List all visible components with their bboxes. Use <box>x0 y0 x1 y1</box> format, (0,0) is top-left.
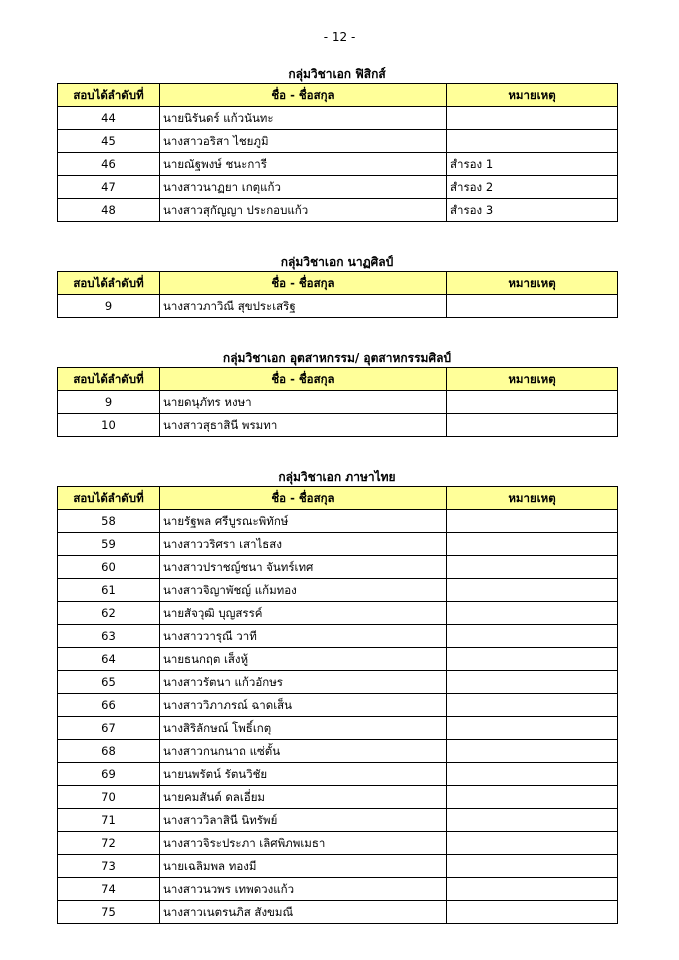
name-cell: นายคมสันต์ ดลเอี่ยม <box>160 786 447 809</box>
rank-cell: 9 <box>58 391 160 414</box>
name-cell: นางสาวเนตรนภิส สังขมณี <box>160 901 447 924</box>
name-cell: นางสาวรัตนา แก้วอักษร <box>160 671 447 694</box>
table-row <box>58 533 618 556</box>
note-column-header: หมายเหตุ <box>447 272 618 295</box>
name-cell: นางสิริลักษณ์ โพธิ์เกตุ <box>160 717 447 740</box>
rank-cell: 68 <box>58 740 160 763</box>
table-row <box>58 763 618 786</box>
note-cell: สำรอง 2 <box>447 176 618 199</box>
name-cell: นางสาวปราชญ์ชนา จันทร์เทศ <box>160 556 447 579</box>
rank-cell: 9 <box>58 295 160 318</box>
name-cell: นางสาวสุธาสินี พรมทา <box>160 414 447 437</box>
rank-cell: 75 <box>58 901 160 924</box>
table-row <box>58 295 618 318</box>
rank-cell: 63 <box>58 625 160 648</box>
note-column-header: หมายเหตุ <box>447 487 618 510</box>
name-cell: นางสาวอริสา ไชยภูมิ <box>160 130 447 153</box>
rank-cell: 71 <box>58 809 160 832</box>
rank-cell: 45 <box>58 130 160 153</box>
results-table <box>57 271 618 318</box>
rank-cell: 65 <box>58 671 160 694</box>
note-cell <box>447 855 618 878</box>
table-row <box>58 809 618 832</box>
note-cell <box>447 809 618 832</box>
note-cell <box>447 579 618 602</box>
note-cell: สำรอง 1 <box>447 153 618 176</box>
rank-cell: 10 <box>58 414 160 437</box>
note-column-header: หมายเหตุ <box>447 368 618 391</box>
table-header-row <box>58 84 618 107</box>
section-title: กลุ่มวิชาเอก อุตสาหกรรม/ อุตสาหกรรมศิลป์ <box>222 351 452 365</box>
note-cell <box>447 107 618 130</box>
rank-column-header: สอบได้ลำดับที่ <box>58 272 160 295</box>
table-row <box>58 510 618 533</box>
note-cell <box>447 671 618 694</box>
rank-cell: 58 <box>58 510 160 533</box>
note-cell <box>447 391 618 414</box>
rank-cell: 62 <box>58 602 160 625</box>
note-cell <box>447 694 618 717</box>
section-physics <box>57 65 617 222</box>
table-row <box>58 694 618 717</box>
table-row <box>58 855 618 878</box>
name-cell: นางสาวจิระประภา เลิศพิภพเมธา <box>160 832 447 855</box>
note-cell <box>447 414 618 437</box>
table-row <box>58 786 618 809</box>
note-cell <box>447 832 618 855</box>
note-cell <box>447 648 618 671</box>
rank-column-header: สอบได้ลำดับที่ <box>58 368 160 391</box>
note-cell <box>447 295 618 318</box>
name-cell: นางสาวกนกนาถ แซ่ตั้น <box>160 740 447 763</box>
note-cell <box>447 510 618 533</box>
rank-cell: 66 <box>58 694 160 717</box>
note-cell <box>447 878 618 901</box>
name-cell: นางสาววริศรา เสาไธสง <box>160 533 447 556</box>
note-cell <box>447 763 618 786</box>
rank-cell: 59 <box>58 533 160 556</box>
table-row <box>58 556 618 579</box>
name-cell: นางสาวนาฏยา เกตุแก้ว <box>160 176 447 199</box>
name-cell: นางสาววิลาสินี นิทรัพย์ <box>160 809 447 832</box>
name-cell: นางสาวจิญาพัชญ์ แก้มทอง <box>160 579 447 602</box>
rank-cell: 67 <box>58 717 160 740</box>
results-table <box>57 83 618 222</box>
table-row <box>58 717 618 740</box>
name-cell: นายรัฐพล ศรีบูรณะพิทักษ์ <box>160 510 447 533</box>
table-row <box>58 414 618 437</box>
table-row <box>58 107 618 130</box>
table-row <box>58 176 618 199</box>
section-title: กลุ่มวิชาเอก ฟิสิกส์ <box>288 67 386 81</box>
table-row <box>58 740 618 763</box>
table-row <box>58 878 618 901</box>
rank-cell: 72 <box>58 832 160 855</box>
note-cell <box>447 130 618 153</box>
table-header-row <box>58 272 618 295</box>
note-cell <box>447 556 618 579</box>
note-cell <box>447 602 618 625</box>
name-cell: นายสัจวุฒิ บุญสรรค์ <box>160 602 447 625</box>
note-cell <box>447 533 618 556</box>
note-cell <box>447 786 618 809</box>
table-row <box>58 671 618 694</box>
note-cell <box>447 625 618 648</box>
table-row <box>58 130 618 153</box>
name-cell: นางสาววารุณี วาที <box>160 625 447 648</box>
table-row <box>58 832 618 855</box>
table-row <box>58 648 618 671</box>
note-cell <box>447 740 618 763</box>
name-cell: นางสาวนวพร เทพดวงแก้ว <box>160 878 447 901</box>
page-number: - 12 - <box>323 30 356 44</box>
table-row <box>58 153 618 176</box>
name-cell: นายดนุภัทร หงษา <box>160 391 447 414</box>
table-row <box>58 625 618 648</box>
section-title: กลุ่มวิชาเอก ภาษาไทย <box>278 470 396 484</box>
table-row <box>58 602 618 625</box>
name-cell: นายนิรันดร์ แก้วนันทะ <box>160 107 447 130</box>
rank-cell: 48 <box>58 199 160 222</box>
rank-cell: 47 <box>58 176 160 199</box>
name-column-header: ชื่อ - ชื่อสกุล <box>160 487 447 510</box>
name-cell: นายนพรัตน์ รัตนวิชัย <box>160 763 447 786</box>
table-row <box>58 199 618 222</box>
rank-cell: 46 <box>58 153 160 176</box>
table-row <box>58 391 618 414</box>
rank-cell: 44 <box>58 107 160 130</box>
name-cell: นายธนกฤต เส็งหู้ <box>160 648 447 671</box>
note-cell <box>447 901 618 924</box>
name-cell: นายเฉลิมพล ทองมี <box>160 855 447 878</box>
rank-cell: 64 <box>58 648 160 671</box>
rank-cell: 60 <box>58 556 160 579</box>
rank-cell: 73 <box>58 855 160 878</box>
section-thai-language <box>57 468 617 924</box>
table-row <box>58 579 618 602</box>
rank-column-header: สอบได้ลำดับที่ <box>58 84 160 107</box>
results-table <box>57 367 618 437</box>
rank-cell: 74 <box>58 878 160 901</box>
name-column-header: ชื่อ - ชื่อสกุล <box>160 368 447 391</box>
rank-cell: 69 <box>58 763 160 786</box>
note-column-header: หมายเหตุ <box>447 84 618 107</box>
rank-cell: 70 <box>58 786 160 809</box>
name-column-header: ชื่อ - ชื่อสกุล <box>160 272 447 295</box>
name-column-header: ชื่อ - ชื่อสกุล <box>160 84 447 107</box>
section-title: กลุ่มวิชาเอก นาฏศิลป์ <box>280 255 394 269</box>
name-cell: นายณัฐพงษ์ ชนะการี <box>160 153 447 176</box>
table-row <box>58 901 618 924</box>
rank-cell: 61 <box>58 579 160 602</box>
note-cell: สำรอง 3 <box>447 199 618 222</box>
name-cell: นางสาวภาวิณี สุขประเสริฐ <box>160 295 447 318</box>
name-cell: นางสาววิภาภรณ์ ฉาดเส็น <box>160 694 447 717</box>
results-table <box>57 486 618 924</box>
table-header-row <box>58 487 618 510</box>
rank-column-header: สอบได้ลำดับที่ <box>58 487 160 510</box>
name-cell: นางสาวสุกัญญา ประกอบแก้ว <box>160 199 447 222</box>
table-header-row <box>58 368 618 391</box>
section-dramatic-arts <box>57 253 617 318</box>
note-cell <box>447 717 618 740</box>
section-industrial-arts <box>57 349 617 437</box>
